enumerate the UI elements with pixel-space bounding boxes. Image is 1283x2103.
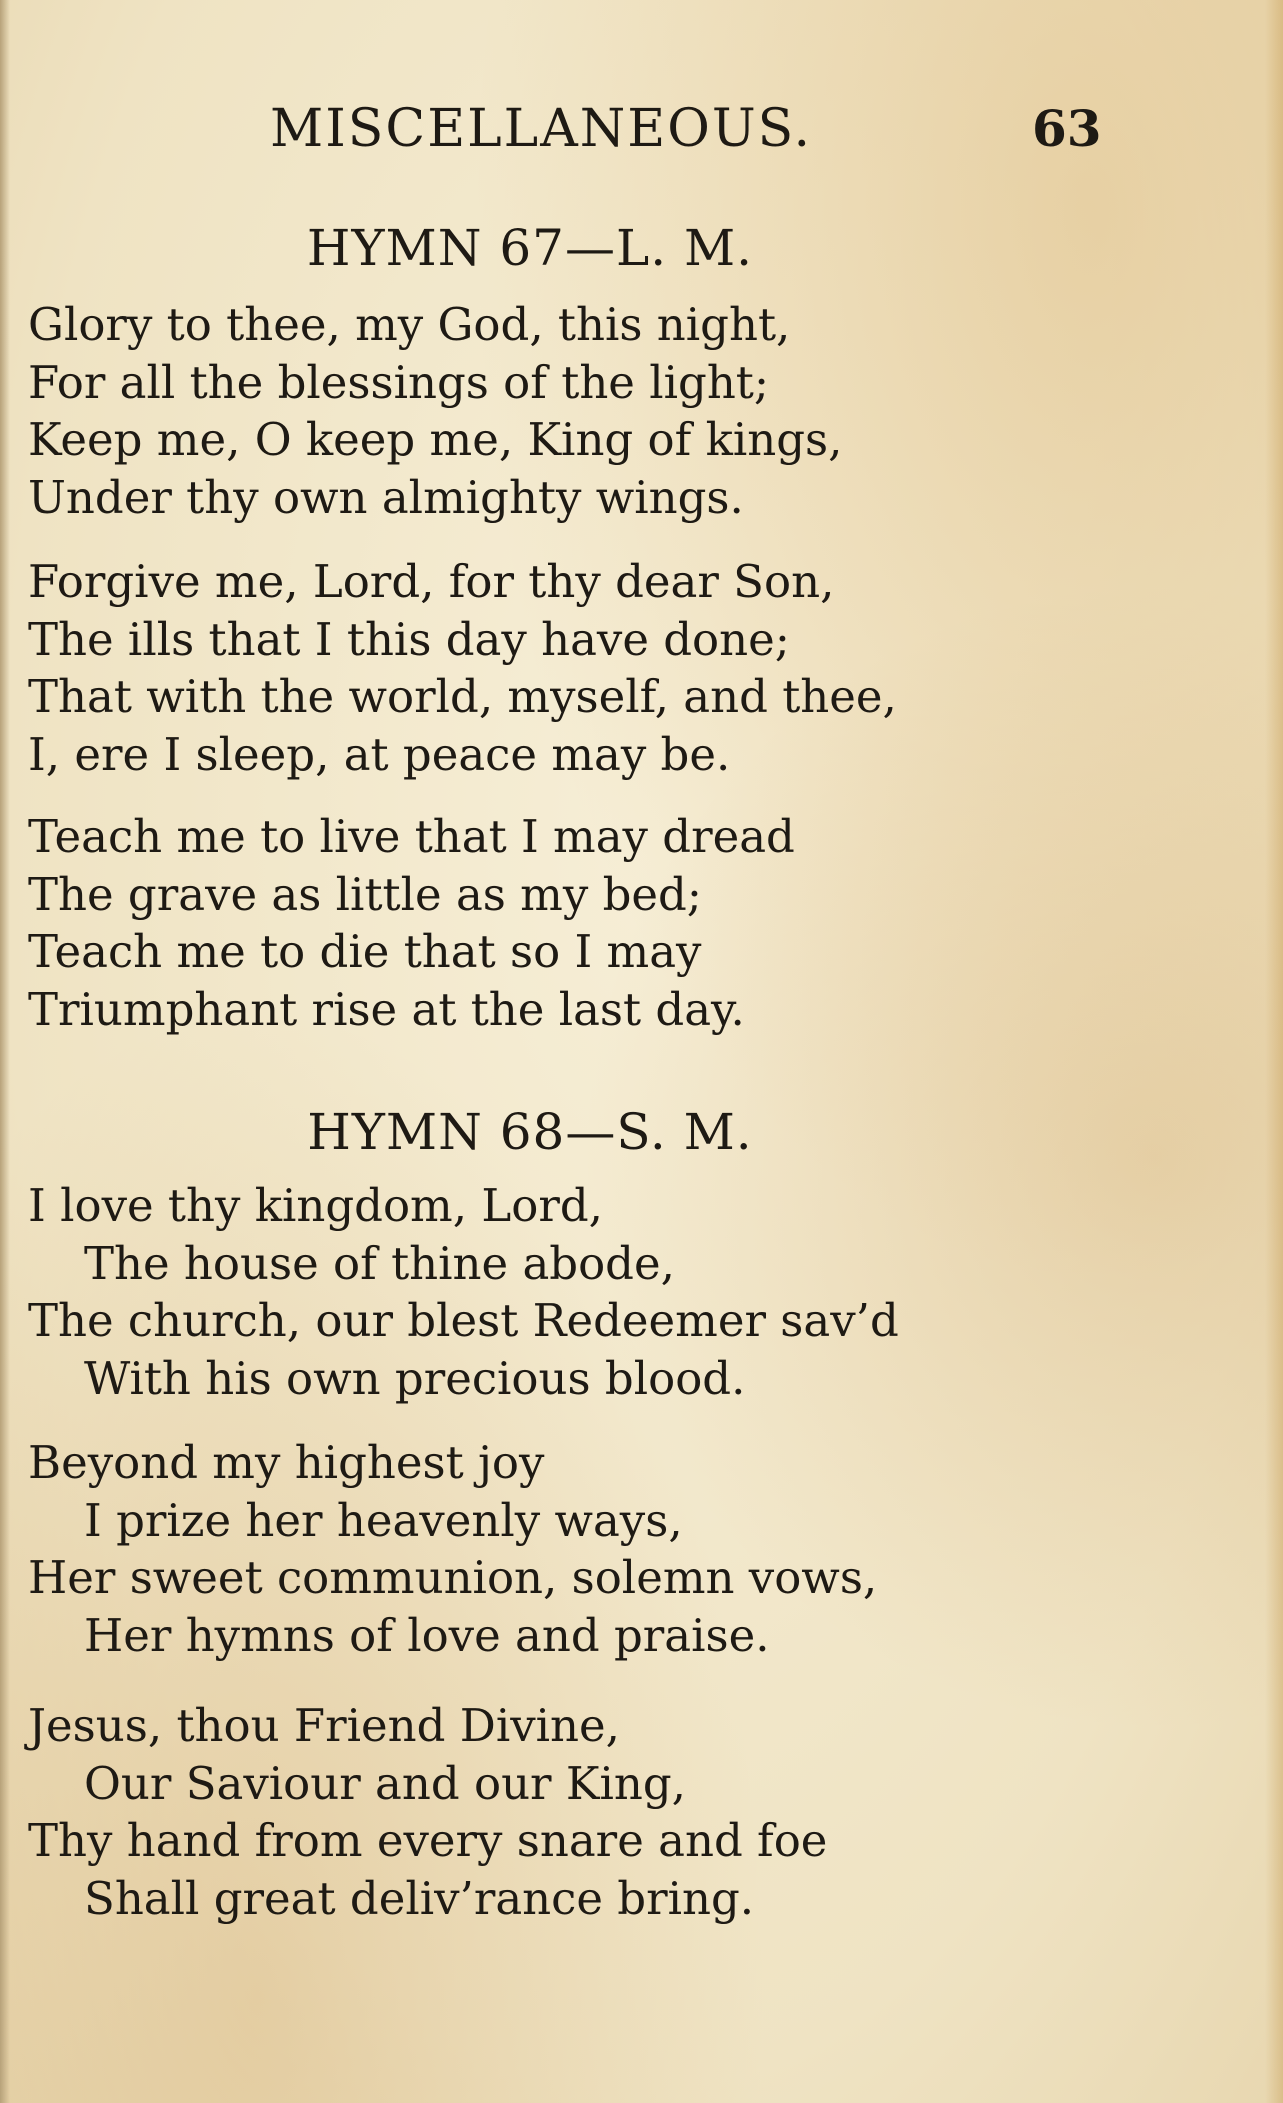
verse-line: Jesus, thou Friend Divine, xyxy=(28,1699,620,1752)
page-spine-shadow xyxy=(0,0,10,2103)
stanza xyxy=(28,1697,1068,1927)
verse-line: The house of thine abode, xyxy=(84,1236,675,1290)
stanza xyxy=(28,808,1068,1038)
verse-line: The church, our blest Redeemer sav’d xyxy=(28,1294,899,1348)
stanza xyxy=(28,296,1068,526)
stanza xyxy=(28,1177,1068,1407)
verse-line: Teach me to die that so I may xyxy=(28,925,702,979)
verse-line: Forgive me, Lord, for thy dear Son, xyxy=(28,555,835,608)
page-header xyxy=(0,94,1283,164)
verse-line: Beyond my highest joy xyxy=(28,1436,545,1489)
verse-line: Teach me to live that I may dread xyxy=(28,810,795,863)
page-edge-stain xyxy=(1265,0,1283,2103)
hymn-title: HYMN 67—L. M. xyxy=(306,219,754,277)
page-number: 63 xyxy=(1032,99,1102,158)
verse-line: Thy hand from every snare and foe xyxy=(28,1814,828,1868)
verse-line: Her hymns of love and praise. xyxy=(84,1608,770,1662)
verse-line: Shall great deliv’rance bring. xyxy=(84,1871,755,1925)
running-title: MISCELLANEOUS. xyxy=(270,99,812,159)
verse-line: The grave as little as my bed; xyxy=(28,867,702,921)
verse-line: The ills that I this day have done; xyxy=(28,612,790,666)
verse-line: I prize her heavenly ways, xyxy=(84,1493,683,1547)
verse-line: With his own precious blood. xyxy=(84,1351,746,1405)
verse-line: That with the world, myself, and thee, xyxy=(28,670,897,724)
verse-line: Her sweet communion, solemn vows, xyxy=(28,1551,878,1605)
verse-line: Glory to thee, my God, this night, xyxy=(28,298,791,351)
stanza xyxy=(28,553,1068,783)
verse-line: Triumphant rise at the last day. xyxy=(28,982,745,1036)
verse-line: I, ere I sleep, at peace may be. xyxy=(28,727,731,781)
hymn-title: HYMN 68—S. M. xyxy=(307,1103,753,1161)
verse-line: Keep me, O keep me, King of kings, xyxy=(28,413,843,467)
verse-line: Under thy own almighty wings. xyxy=(28,470,744,524)
verse-line: Our Saviour and our King, xyxy=(84,1756,686,1810)
verse-line: I love thy kingdom, Lord, xyxy=(28,1179,603,1232)
verse-line: For all the blessings of the light; xyxy=(28,355,770,409)
stanza xyxy=(28,1434,1068,1664)
